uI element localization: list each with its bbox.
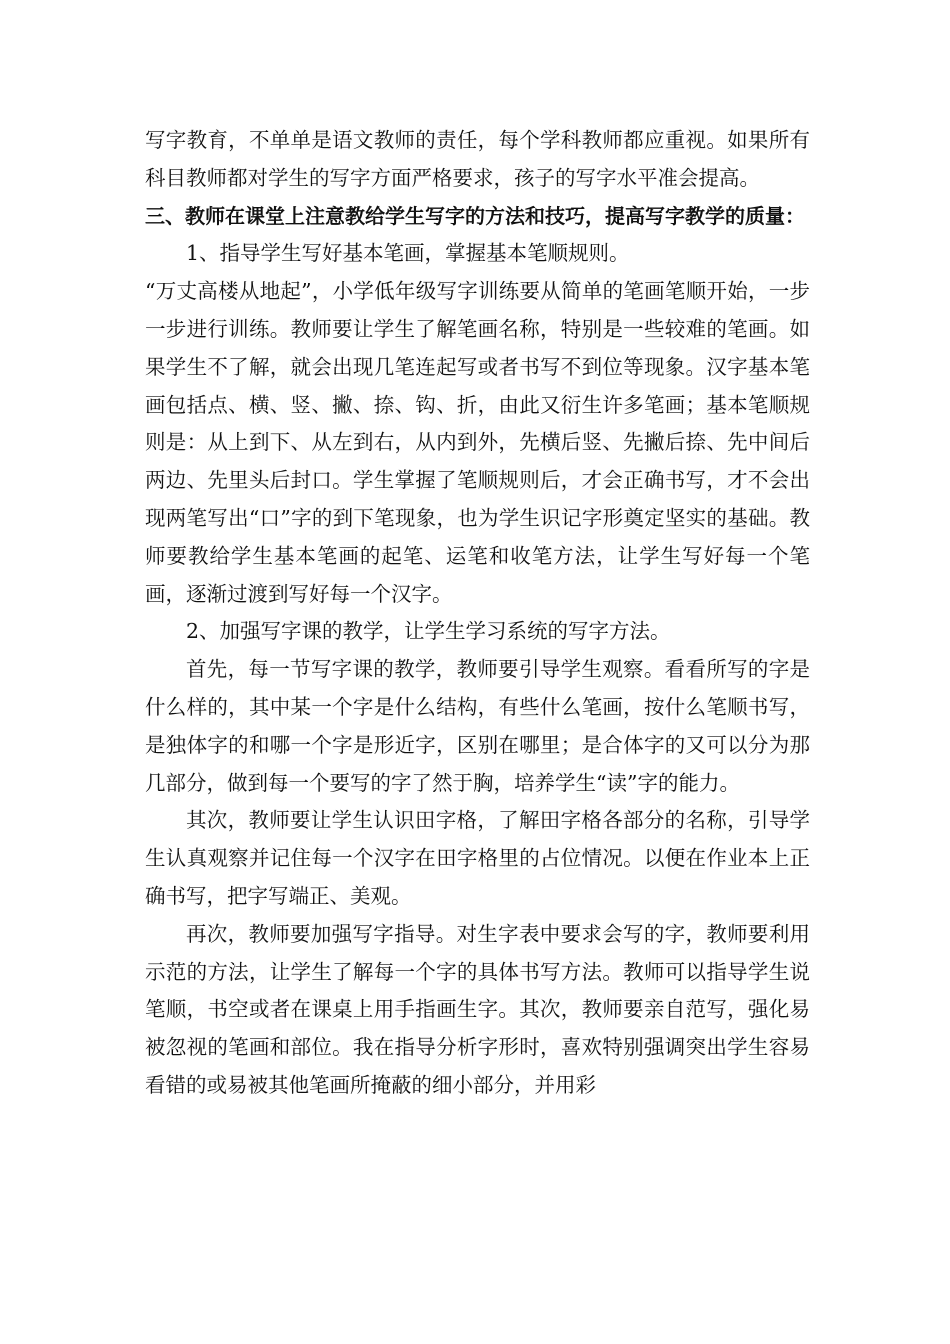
document-body xyxy=(145,122,810,1105)
subheading-two: 2、加强写字课的教学，让学生学习系统的写字方法。 xyxy=(186,619,671,644)
subheading-one: 1、指导学生写好基本笔画，掌握基本笔顺规则。 xyxy=(186,241,630,266)
section-heading-three: 三、教师在课堂上注意教给学生写字的方法和技巧，提高写字教学的质量： xyxy=(145,203,805,228)
paragraph-strokes: “万丈高楼从地起”，小学低年级写字训练要从简单的笔画笔顺开始，一步一步进行训练。教师要让学生了解笔画名称，特别是一些较难的笔画。如果学生不了解，就会出现几笔连起写或者书写不到位等现象。汉字基本笔画包括点、横、竖、撇、捺、钩、折，由此又衍生许多笔画；基本笔顺规则是：从上到下、从左到右，从内到外，先横后竖、先撇后捺、先中间后两边、先里头后封口。学生掌握了笔顺规则后，才会正确书写，才不会出现两笔写出“口”字的到下笔现象，也为学生识记字形奠定坚实的基础。教师要教给学生基本笔画的起笔、运笔和收笔方法，让学生写好每一个笔画，逐渐过渡到写好每一个汉字。 xyxy=(145,279,810,606)
paragraph-first: 首先，每一节写字课的教学，教师要引导学生观察。看看所写的字是什么样的，其中某一个字是什么结构，有些什么笔画，按什么笔顺书写，是独体字的和哪一个字是形近字，区别在哪里；是合体字的又可以分为那几部分，做到每一个要写的字了然于胸，培养学生“读”字的能力。 xyxy=(145,657,810,795)
paragraph-third: 再次，教师要加强写字指导。对生字表中要求会写的字，教师要利用示范的方法，让学生了解每一个字的具体书写方法。教师可以指导学生说笔顺，书空或者在课桌上用手指画生字。其次，教师要亲自范写，强化易被忽视的笔画和部位。我在指导分析字形时，喜欢特别强调突出学生容易看错的或易被其他笔画所掩蔽的细小部分，并用彩 xyxy=(145,921,810,1097)
paragraph-intro: 写字教育，不单单是语文教师的责任，每个学科教师都应重视。如果所有科目教师都对学生的写字方面严格要求，孩子的写字水平准会提高。 xyxy=(145,128,810,190)
paragraph-second: 其次，教师要让学生认识田字格，了解田字格各部分的名称，引导学生认真观察并记住每一个汉字在田字格里的占位情况。以便在作业本上正确书写，把字写端正、美观。 xyxy=(145,808,810,908)
